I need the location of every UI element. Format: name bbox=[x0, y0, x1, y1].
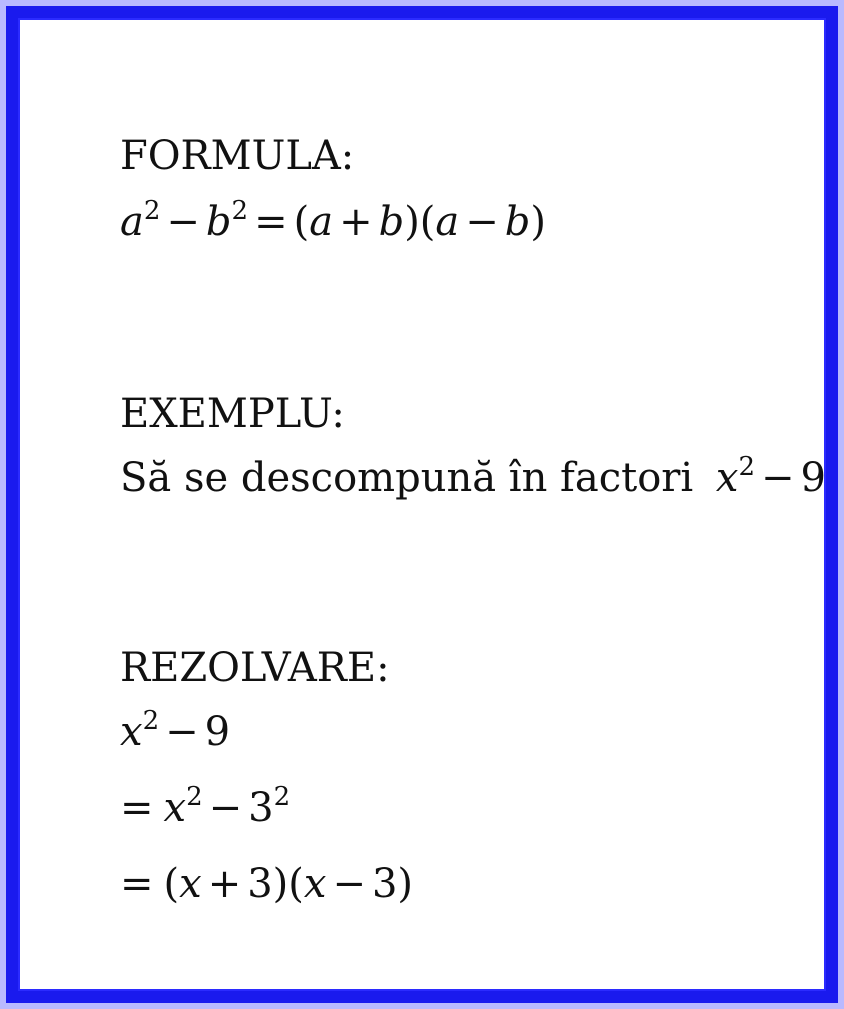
example-heading: EXEMPLU: bbox=[120, 391, 345, 437]
solution-step-2: = $x^2 - 3^2$ bbox=[120, 782, 291, 831]
example-text-line: Să se descompună în factori $x^2 - 9$ bbox=[120, 452, 826, 501]
solution-heading: REZOLVARE: bbox=[120, 645, 390, 691]
formula-expression: $a^2 - b^2 = (a + b)(a - b)$ bbox=[120, 196, 546, 245]
example-text: Să se descompună în factori bbox=[120, 455, 694, 501]
formula-heading: FORMULA: bbox=[120, 133, 355, 179]
solution-step-3: = (x + 3)(x − 3) bbox=[120, 861, 414, 907]
solution-step-1: $x^2 - 9$ bbox=[120, 706, 231, 755]
